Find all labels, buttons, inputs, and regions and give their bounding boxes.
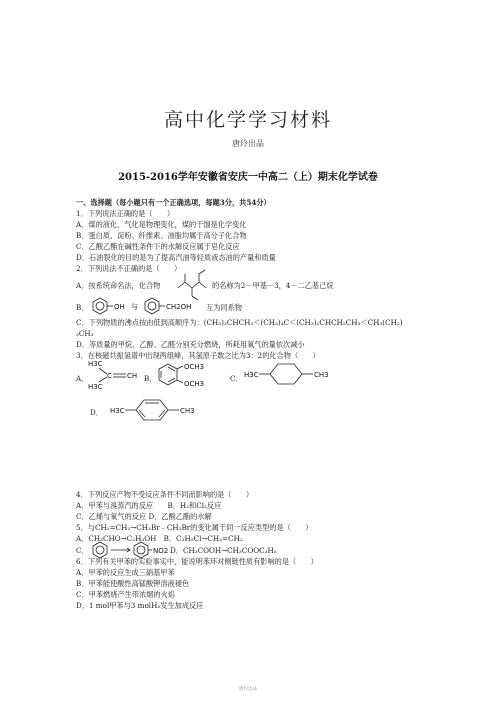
p-xylene-structure (108, 396, 208, 426)
main-title: 高中化学学习材料 (163, 109, 332, 131)
q2-option-d: D．等质量的甲烷、乙醇、乙醛分别充分燃烧，所耗用氧气的量依次减小 (76, 340, 305, 349)
q2-stem: 2．下列说法不正确的是（ ） (76, 264, 182, 273)
q2-option-c-line2: ₃CH₃ (76, 329, 94, 338)
ch3-label-c: CH3 (314, 371, 329, 379)
publisher-label: 唐玲出品 (232, 139, 264, 148)
ch2oh-label: CH2OH (166, 303, 192, 311)
q2-option-b-suffix: 互为同系物 (206, 303, 242, 312)
q6-option-b: B．甲苯能使酸性高锰酸钾溶液褪色 (76, 579, 190, 588)
q1-option-b: B．蛋白质、淀粉、纤维素、油脂均属于高分子化合物 (76, 231, 247, 240)
q4-options-cd: C．乙烯与氧气的反应 D．乙酸乙酯的水解 (76, 512, 212, 521)
isobutylene-structure (86, 358, 144, 392)
q1-option-a: A．煤的液化、气化是物理变化，煤的干馏是化学变化 (76, 220, 247, 229)
no2-label: NO2 (153, 547, 169, 555)
q6-option-a: A．甲苯的反应生成三硝基甲苯 (76, 568, 175, 577)
and-label: 与 (131, 303, 138, 311)
oh-label: OH (114, 303, 125, 311)
q3-option-b-label: B． (144, 374, 157, 383)
q3-stem: 3．在核磁共振氢谱中出现两组峰，其氢原子数之比为3：2的化合物（ ） (76, 351, 320, 360)
dimethylcyclohexane-structure (242, 360, 342, 390)
h3c-label-c: H3C (244, 371, 259, 379)
q5-option-d: D．CH₃COOH→CH₃COOC₂H₅ (170, 546, 277, 555)
q2-option-a-suffix: 的名称为2－甲基－3，4－二乙基己烷 (212, 281, 334, 290)
och3-label-top: OCH3 (184, 363, 205, 371)
h3c-label-top: H3C (88, 360, 103, 368)
q6-option-d: D．1 mol甲苯与3 molH₂发生加成反应 (76, 601, 204, 610)
h3c-label-d: H3C (110, 407, 125, 415)
dimethoxybenzene-structure (152, 360, 222, 392)
q1-stem: 1．下列说法正确的是（ ） (76, 209, 175, 218)
c-label: C (107, 372, 112, 380)
q5-stem: 5．与CH₂=CH₂→CH₂Br﹣CH₂Br的变化属于同一反应类型的是（ ） (76, 523, 313, 532)
q1-option-c: C．乙酸乙酯在碱性条件下的水解反应属于皂化反应 (76, 242, 240, 251)
q3-option-a-label: A． (76, 374, 89, 383)
q2-option-a-prefix: A．按系统命名法，化合物 (76, 281, 161, 290)
q3-option-d-label: D． (90, 408, 103, 417)
q4-stem: 4．下列反应产物不受反应条件不同而影响的是（ ） (76, 490, 254, 499)
h3c-label-bottom: H3C (88, 383, 103, 391)
q3-option-c-label: C． (230, 374, 243, 383)
q2-option-c-line1: C．下列物质的沸点按由低到高顺序为：(CH₃)₂CHCH₃＜(CH₃)₄C＜(CH₃)₂CHCH₂CH₃＜CH₃(CH₂) (76, 318, 403, 327)
och3-label-bottom: OCH3 (184, 380, 205, 388)
ch3-label-d: CH3 (180, 407, 195, 415)
q5-options-ab: A．CH₃CHO→C₂H₅OH B．C₂H₅Cl→CH₂=CH₂ (76, 534, 243, 543)
q2-option-b-prefix: B． (76, 303, 89, 312)
q5-option-c-label: C． (76, 546, 89, 555)
footer-text: 唐玲出品 (239, 687, 257, 692)
ch2-label: CH (127, 372, 138, 380)
exam-title: 2015-2016学年安徽省安庆一中高二（上）期末化学试卷 (118, 172, 378, 183)
q6-option-c: C．甲苯燃烧产生带浓烟的火焰 (76, 590, 175, 599)
section-heading: 一、选择题（每小题只有一个正确选项，每题3分，共54分） (76, 198, 271, 207)
q4-options-ab: A．甲苯与溴蒸汽的反应 B．H₂和Cl₂反应 (76, 501, 222, 510)
q1-option-d: D．石油裂化的目的是为了提高汽油等轻质液态油的产量和质量 (76, 253, 276, 262)
q6-stem: 6．下列有关甲苯的实验事实中，能说明苯环对侧链性质有影响的是（ ） (76, 557, 318, 566)
